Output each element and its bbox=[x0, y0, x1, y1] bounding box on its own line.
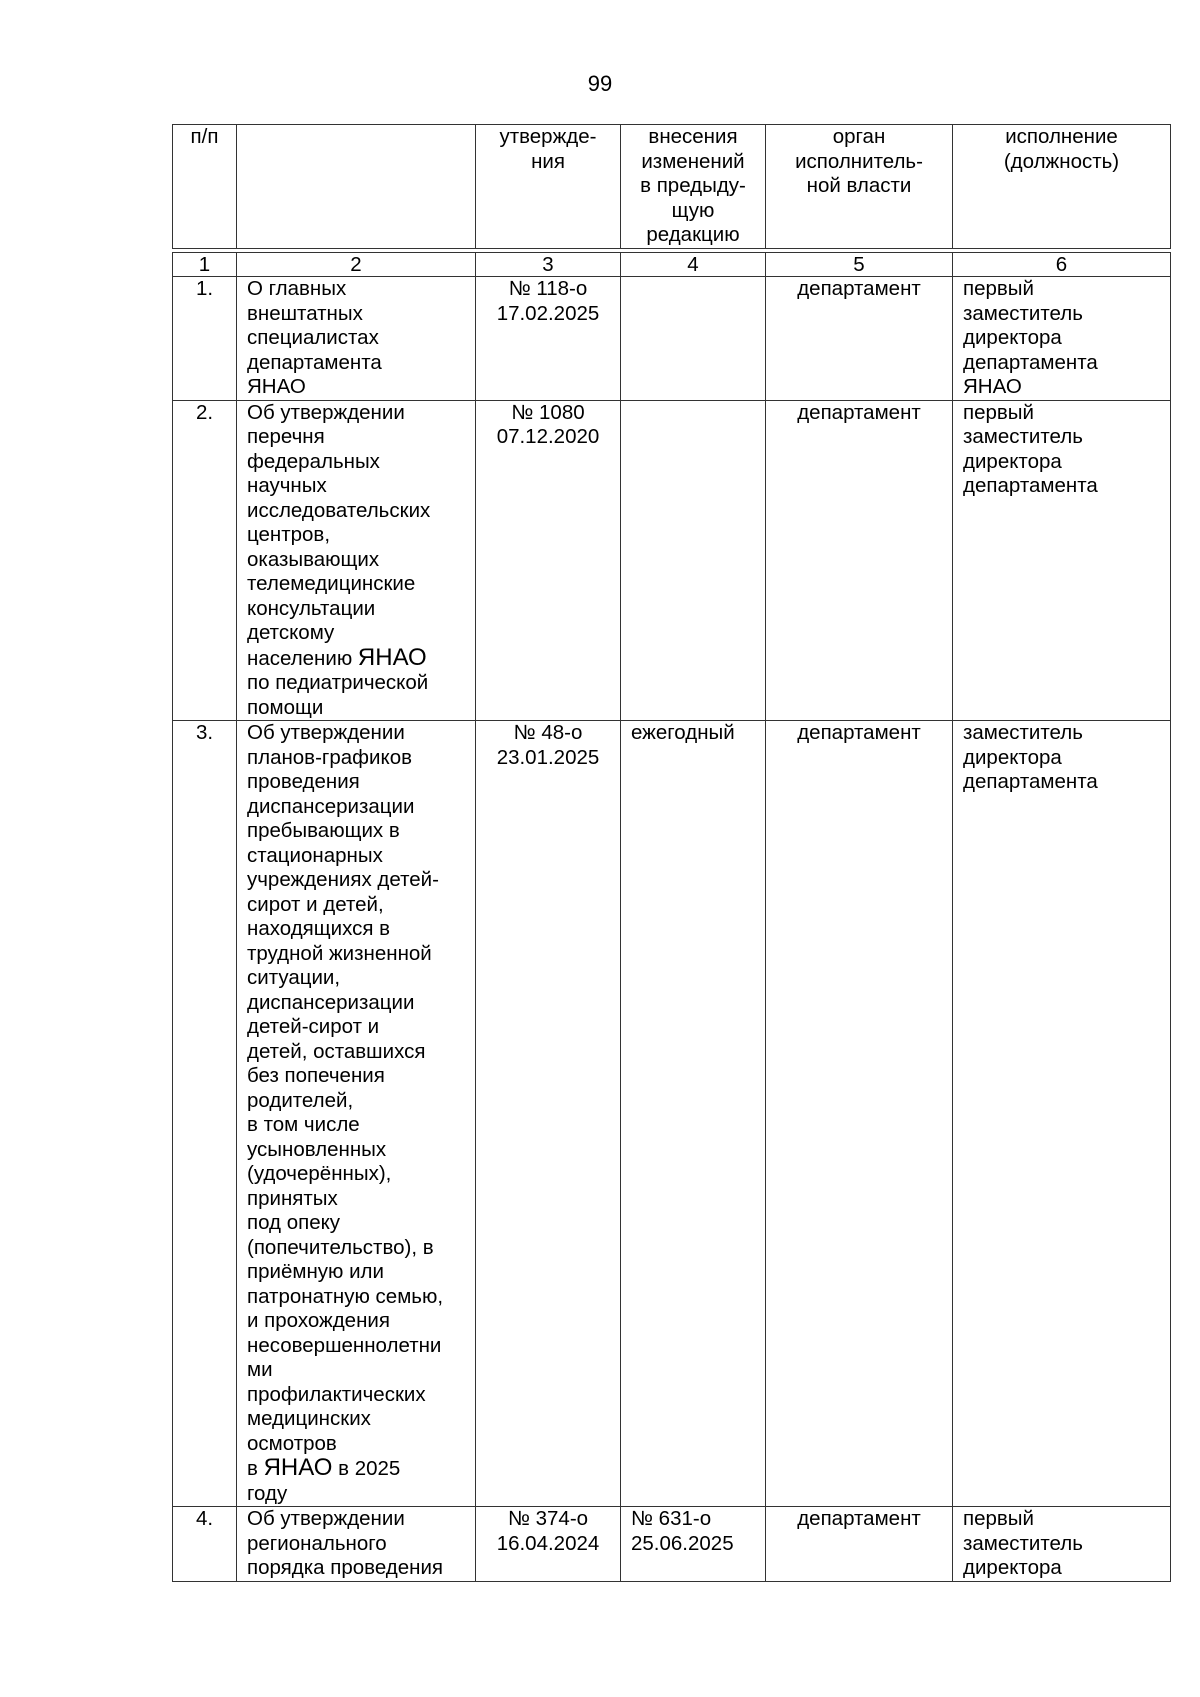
authority-cell: департамент bbox=[766, 721, 953, 1507]
responsible-cell bbox=[953, 277, 1171, 401]
header-cell-title bbox=[237, 125, 476, 249]
text-line: № 48-о bbox=[513, 721, 583, 744]
header-cell-responsible bbox=[953, 125, 1171, 249]
text-line: ЯНАО bbox=[247, 375, 306, 398]
text-line: утвержде- bbox=[499, 125, 597, 148]
changes-cell bbox=[621, 277, 766, 401]
text-line: директора bbox=[963, 326, 1062, 349]
text-line: федеральных bbox=[247, 449, 380, 473]
text-line: Об утверждении bbox=[247, 721, 405, 744]
header-row bbox=[173, 125, 1171, 249]
text-line: редакцию bbox=[646, 223, 740, 246]
text-line: изменений bbox=[641, 149, 745, 173]
changes-cell bbox=[621, 400, 766, 721]
document-title-cell bbox=[237, 721, 476, 1507]
header-cell-approval bbox=[476, 125, 621, 249]
text-line: порядка проведения bbox=[247, 1556, 444, 1579]
text-line: родителей, bbox=[247, 1088, 354, 1112]
text-line: по педиатрической bbox=[247, 671, 429, 694]
text-line: исследовательских bbox=[247, 498, 431, 522]
authority-cell: департамент bbox=[766, 277, 953, 401]
header-cell-authority bbox=[766, 125, 953, 249]
approval-cell bbox=[476, 1507, 621, 1582]
text-line: Об утверждении bbox=[247, 400, 405, 424]
text-line: профилактических bbox=[247, 1382, 426, 1406]
changes-cell bbox=[621, 1507, 766, 1582]
text-line: детей-сирот и bbox=[247, 1015, 380, 1038]
text-line: консультации bbox=[247, 596, 376, 620]
text-line: внесения bbox=[648, 125, 738, 148]
text-line: находящихся в bbox=[247, 917, 391, 940]
text-line: департамента bbox=[963, 474, 1098, 497]
text-line: оказывающих bbox=[247, 547, 380, 571]
page-number: 99 bbox=[587, 71, 613, 96]
text-line: Об утверждении bbox=[247, 1507, 405, 1530]
text-line: 17.02.2025 bbox=[496, 301, 600, 325]
text-line: научных bbox=[247, 474, 327, 497]
text-line: заместитель bbox=[963, 425, 1083, 448]
text-line: первый bbox=[963, 277, 1034, 300]
text-line: 23.01.2025 bbox=[496, 745, 600, 769]
row-number-cell: 2. bbox=[173, 400, 237, 721]
text-line: году bbox=[247, 1481, 288, 1505]
text-line: населению ЯНАО bbox=[247, 643, 427, 671]
text-line: пребывающих в bbox=[247, 819, 400, 842]
text-line: департамента bbox=[963, 350, 1098, 374]
column-number: 2 bbox=[237, 253, 476, 277]
table-body bbox=[172, 252, 1171, 1582]
text-line: учреждениях детей- bbox=[247, 868, 439, 891]
approval-cell bbox=[476, 277, 621, 401]
text-line: директора bbox=[963, 449, 1062, 473]
table-row bbox=[173, 277, 1171, 401]
text-line: специалистах bbox=[247, 326, 379, 349]
responsible-cell bbox=[953, 1507, 1171, 1582]
text-line: заместитель bbox=[963, 721, 1083, 744]
text-line: исполнитель- bbox=[795, 149, 923, 173]
text-line: телемедицинские bbox=[247, 572, 416, 595]
text-line: без попечения bbox=[247, 1064, 385, 1087]
text-line: исполнение bbox=[1005, 125, 1118, 148]
text-line: директора bbox=[963, 745, 1062, 769]
text-line: № 1080 bbox=[511, 400, 585, 424]
text-line: № 631-о bbox=[631, 1507, 712, 1530]
document-title-cell bbox=[237, 277, 476, 401]
text-line: О главных bbox=[247, 277, 347, 300]
text-line: медицинских bbox=[247, 1407, 371, 1430]
text-line: № 118-о bbox=[508, 277, 588, 300]
column-number-row bbox=[173, 253, 1171, 277]
text-line: и прохождения bbox=[247, 1309, 390, 1332]
text-line: директора bbox=[963, 1556, 1062, 1579]
text-line: под опеку bbox=[247, 1211, 341, 1234]
text-line: стационарных bbox=[247, 843, 383, 867]
column-number: 3 bbox=[476, 253, 621, 277]
document-title-cell bbox=[237, 1507, 476, 1582]
text-line: планов-графиков bbox=[247, 745, 412, 769]
text-line: трудной жизненной bbox=[247, 941, 432, 965]
text-line: ной власти bbox=[806, 174, 912, 197]
text-line: департамента bbox=[247, 350, 382, 374]
row-number-cell: 1. bbox=[173, 277, 237, 401]
authority-cell: департамент bbox=[766, 400, 953, 721]
text-line: принятых bbox=[247, 1186, 338, 1210]
changes-cell bbox=[621, 721, 766, 1507]
text-line: орган bbox=[832, 125, 886, 148]
approval-cell bbox=[476, 721, 621, 1507]
text-line: центров, bbox=[247, 523, 331, 546]
text-line: детей, оставшихся bbox=[247, 1039, 426, 1063]
text-line: 16.04.2024 bbox=[496, 1531, 600, 1555]
column-number: 6 bbox=[953, 253, 1171, 277]
text-line: диспансеризации bbox=[247, 794, 415, 818]
text-line: помощи bbox=[247, 695, 324, 719]
text-line: проведения bbox=[247, 770, 360, 793]
text-line: усыновленных bbox=[247, 1137, 387, 1161]
text-line: 07.12.2020 bbox=[496, 425, 600, 448]
column-number: 1 bbox=[173, 253, 237, 277]
text-line: в том числе bbox=[247, 1113, 360, 1136]
text-line: ежегодный bbox=[631, 721, 735, 744]
text-line: ми bbox=[247, 1358, 273, 1381]
responsible-cell bbox=[953, 721, 1171, 1507]
text-line: (должность) bbox=[1003, 149, 1120, 173]
text-line: (удочерённых), bbox=[247, 1162, 392, 1185]
text-line: 25.06.2025 bbox=[631, 1531, 734, 1555]
text-line: ЯНАО bbox=[963, 375, 1022, 398]
column-number: 5 bbox=[766, 253, 953, 277]
table-row bbox=[173, 400, 1171, 721]
responsible-cell bbox=[953, 400, 1171, 721]
document-title-cell bbox=[237, 400, 476, 721]
text-line: первый bbox=[963, 400, 1034, 424]
text-line: осмотров bbox=[247, 1431, 337, 1455]
table-row bbox=[173, 1507, 1171, 1582]
text-line: заместитель bbox=[963, 301, 1083, 325]
text-line: департамента bbox=[963, 770, 1098, 793]
header-cell-changes bbox=[621, 125, 766, 249]
table-row bbox=[173, 721, 1171, 1507]
text-line: диспансеризации bbox=[247, 990, 415, 1014]
column-number: 4 bbox=[621, 253, 766, 277]
approval-cell bbox=[476, 400, 621, 721]
text-line: перечня bbox=[247, 425, 325, 448]
text-line: ситуации, bbox=[247, 966, 341, 989]
text-line: детскому bbox=[247, 621, 335, 644]
text-line: несовершеннолетни bbox=[247, 1333, 442, 1357]
text-line: регионального bbox=[247, 1531, 387, 1555]
text-line: сирот и детей, bbox=[247, 892, 384, 916]
text-line: патронатную семью, bbox=[247, 1284, 444, 1308]
text-line: (попечительство), в bbox=[247, 1235, 434, 1259]
header-cell-number bbox=[173, 125, 237, 249]
text-line: первый bbox=[963, 1507, 1034, 1530]
table-header bbox=[172, 124, 1171, 249]
row-number-cell: 4. bbox=[173, 1507, 237, 1582]
text-line: в предыду- bbox=[640, 174, 746, 197]
text-line: в ЯНАО в 2025 bbox=[247, 1454, 401, 1481]
text-line: № 374-о bbox=[507, 1507, 589, 1530]
text-line: п/п bbox=[190, 125, 219, 148]
authority-cell: департамент bbox=[766, 1507, 953, 1582]
text-line: внештатных bbox=[247, 301, 363, 325]
text-line: заместитель bbox=[963, 1531, 1083, 1555]
text-line: ния bbox=[531, 149, 565, 173]
row-number-cell: 3. bbox=[173, 721, 237, 1507]
text-line: щую bbox=[671, 198, 715, 222]
text-line: приёмную или bbox=[247, 1260, 384, 1283]
